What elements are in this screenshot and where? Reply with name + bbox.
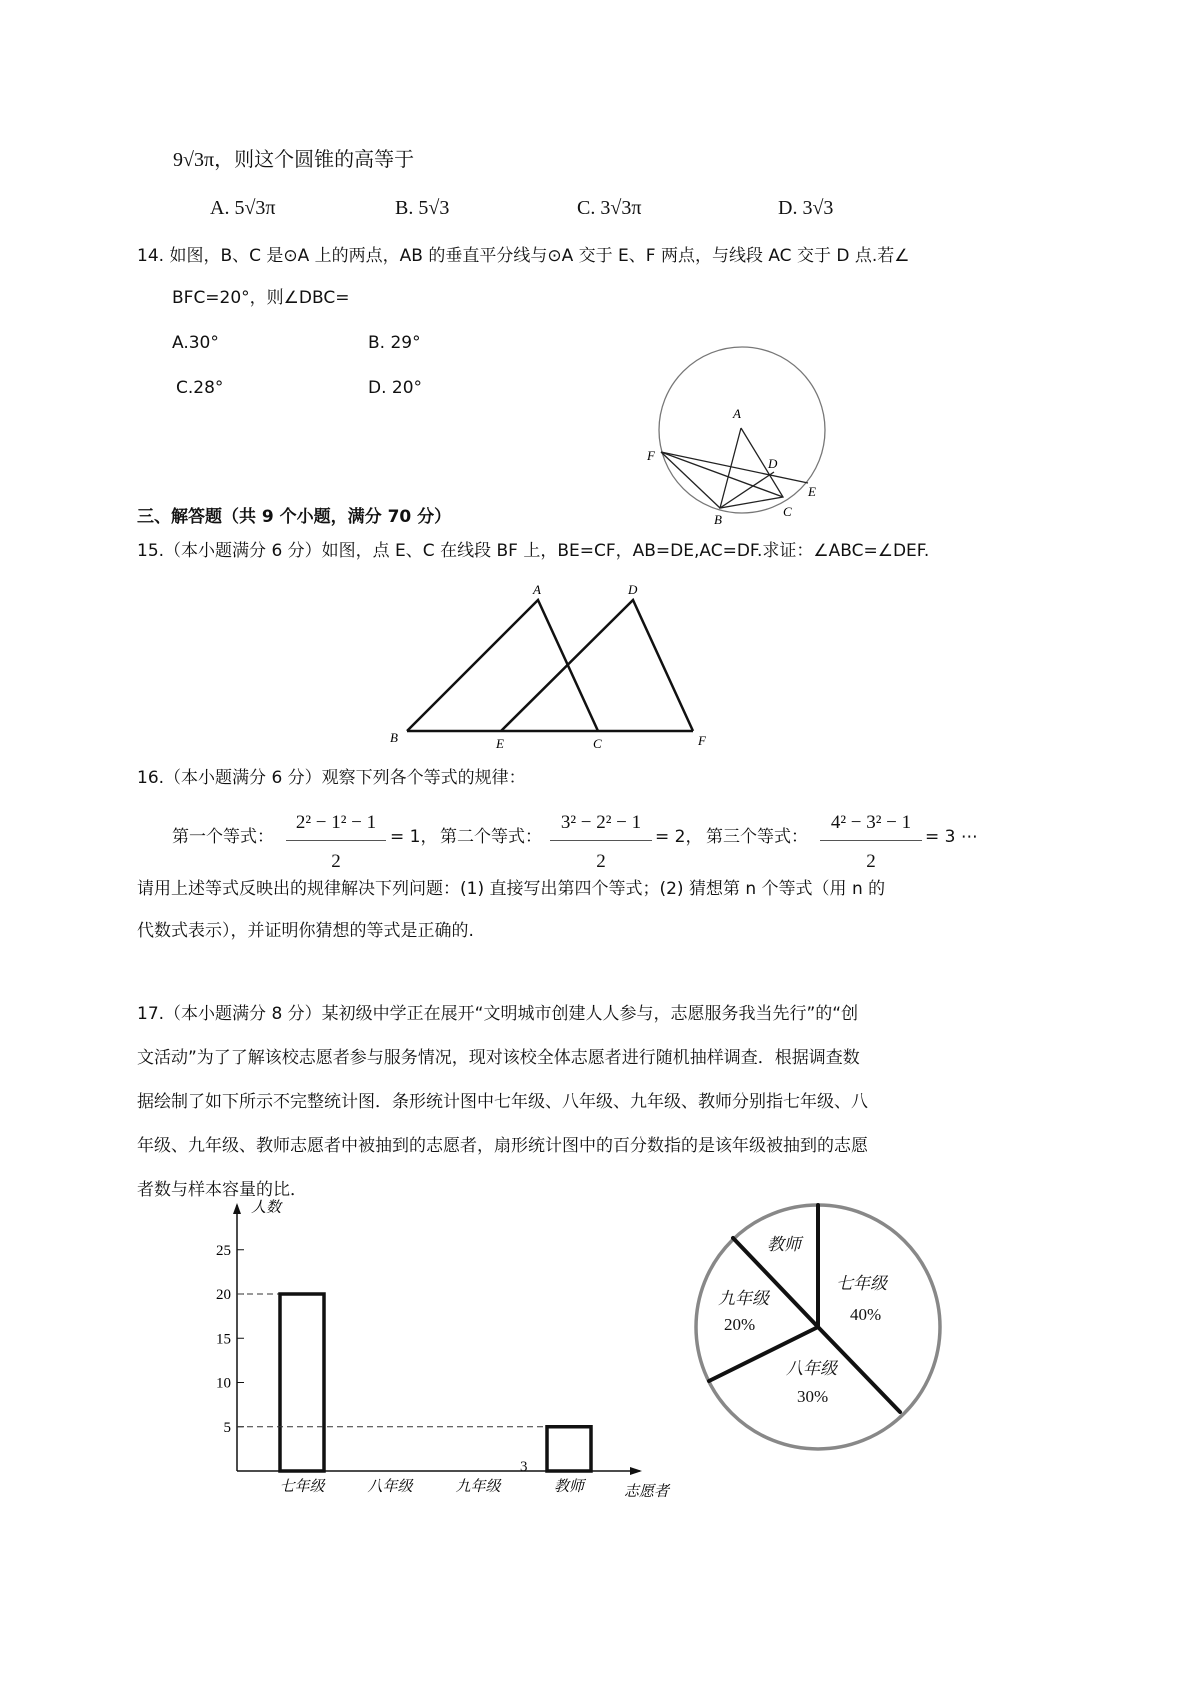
x-axis-label: 志愿者: [624, 1484, 670, 1500]
eq3-rhs: = 3 ⋯: [925, 827, 978, 847]
pie-label-grade7: 七年级: [836, 1274, 887, 1293]
eq3-fraction: $\frac{\text{4² − 3² − 1}}{2}$: [820, 812, 922, 873]
q14-circle-figure: [659, 347, 825, 513]
x-tick-label: 九年级: [455, 1479, 501, 1495]
y-tick-label: 15: [216, 1331, 231, 1348]
svg-text:E: E: [496, 736, 504, 751]
pie-pct-grade9: 20%: [724, 1315, 756, 1334]
label-e: E: [808, 484, 816, 499]
q14-option-a: A.30°: [172, 333, 219, 353]
label-a: A: [733, 406, 741, 421]
y-tick-label: 20: [216, 1287, 231, 1303]
eq1-rhs: = 1，: [390, 827, 438, 847]
svg-text:B: B: [390, 730, 398, 745]
q15-stem: 15.（本小题满分 6 分）如图，点 E、C 在线段 BF 上，BE=CF，AB=DE,AC=DF.求证：∠ABC=∠DEF.: [137, 541, 930, 561]
q13-stem: 9√3π，则这个圆锥的高等于: [173, 149, 415, 171]
q14-stem-1: 14. 如图，B、C 是⊙A 上的两点，AB 的垂直平分线与⊙A 交于 E、F 两点，与线段 AC 交于 D 点.若∠: [137, 246, 910, 266]
bar: [280, 1294, 324, 1471]
q17-line: 者数与样本容量的比．: [137, 1180, 307, 1200]
svg-text:C: C: [593, 736, 602, 751]
y-tick-label: 10: [216, 1375, 231, 1392]
q14-stem-2: BFC=20°，则∠DBC=: [172, 288, 350, 308]
eq2-rhs: = 2，: [655, 827, 703, 847]
pie-pct-grade7: 40%: [850, 1305, 882, 1324]
q13-option-a: A. 5√3π: [210, 197, 276, 219]
q13-option-b: B. 5√3: [395, 197, 450, 219]
pie-pct-grade8: 30%: [797, 1387, 829, 1406]
q16-line-1: 请用上述等式反映出的规律解决下列问题：(1) 直接写出第四个等式；(2) 猜想第 n 个等式（用 n 的: [137, 879, 886, 899]
q17-line: 17.（本小题满分 8 分）某初级中学正在展开“文明城市创建人人参与，志愿服务我当先行”的“创: [137, 1004, 859, 1024]
q16-line-2: 代数式表示），并证明你猜想的等式是正确的.: [137, 921, 474, 941]
q13-option-c: C. 3√3π: [577, 197, 642, 219]
q17-line: 据绘制了如下所示不完整统计图．条形统计图中七年级、八年级、九年级、教师分别指七年级、八: [137, 1092, 868, 1112]
page-number: 3: [520, 1459, 528, 1475]
q16-title: 16.（本小题满分 6 分）观察下列各个等式的规律：: [137, 768, 526, 788]
eq2-label: 第二个等式：: [440, 827, 542, 847]
label-c: C: [783, 504, 792, 519]
eq2-fraction: $\frac{\text{3² − 2² − 1}}{2}$: [550, 812, 652, 873]
y-tick-label: 25: [216, 1242, 231, 1259]
x-tick-label: 八年级: [367, 1479, 413, 1495]
y-axis-arrow: [233, 1203, 241, 1214]
label-d: D: [768, 456, 778, 471]
x-tick-label: 七年级: [279, 1479, 325, 1495]
q13-option-d: D. 3√3: [778, 197, 834, 219]
bar: [547, 1427, 591, 1471]
q15-triangles-figure: [407, 600, 693, 731]
label-f: F: [647, 448, 655, 463]
svg-text:D: D: [628, 582, 638, 597]
q17-line: 文活动”为了了解该校志愿者参与服务情况，现对该校全体志愿者进行随机抽样调查．根据调查数: [137, 1048, 860, 1068]
eq1-fraction: $\frac{\text{2² − 1² − 1}}{2}$: [286, 812, 386, 873]
x-tick-label: 教师: [553, 1479, 585, 1495]
y-tick-label: 5: [223, 1419, 231, 1436]
q17-line: 年级、九年级、教师志愿者中被抽到的志愿者，扇形统计图中的百分数指的是该年级被抽到的志愿: [137, 1136, 868, 1156]
eq1-label: 第一个等式：: [172, 827, 274, 847]
q14-option-b: B. 29°: [368, 333, 421, 353]
section-3-heading: 三、解答题（共 9 个小题，满分 70 分）: [137, 507, 452, 527]
svg-text:F: F: [698, 733, 706, 748]
label-b: B: [714, 512, 722, 527]
q14-option-d: D. 20°: [368, 378, 423, 398]
x-axis-arrow: [630, 1467, 642, 1475]
y-axis-label: 人数: [251, 1200, 282, 1216]
svg-text:A: A: [533, 582, 541, 597]
pie-label-teacher: 教师: [767, 1235, 801, 1254]
bar-chart: [216, 1199, 671, 1500]
eq3-label: 第三个等式：: [706, 827, 808, 847]
pie-label-grade8: 八年级: [786, 1359, 837, 1378]
q14-option-c: C.28°: [176, 378, 224, 398]
pie-label-grade9: 九年级: [718, 1289, 769, 1308]
